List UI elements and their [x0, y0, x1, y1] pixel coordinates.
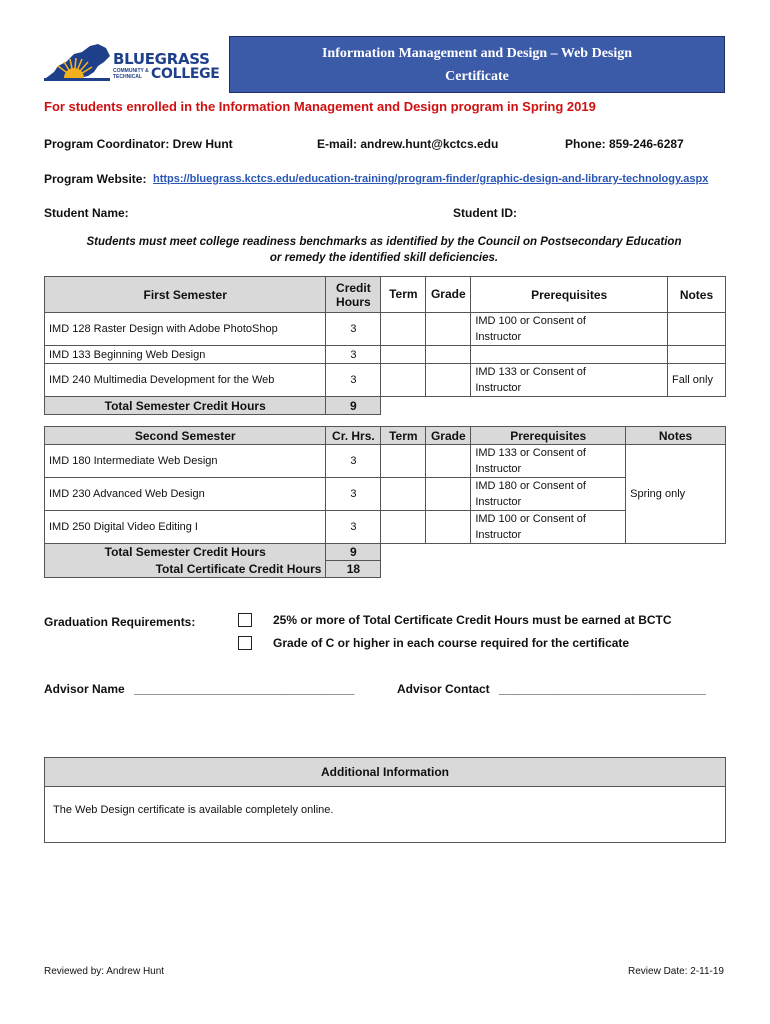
- course-prerequisites: IMD 100 or Consent of Instructor: [471, 313, 668, 346]
- table-header-row: [45, 427, 726, 445]
- table-row: [45, 511, 726, 544]
- course-notes: Fall only: [667, 364, 725, 397]
- total-semester-value: 9: [326, 544, 381, 561]
- total-certificate-value: 18: [326, 561, 381, 578]
- logo-text-community-technical: COMMUNITY & TECHNICAL: [113, 68, 149, 80]
- table-header-row: [45, 277, 726, 313]
- course-credits: 3: [326, 313, 381, 346]
- grade-cell[interactable]: [426, 364, 471, 397]
- title-line-1: Information Management and Design – Web Design: [321, 46, 633, 61]
- course-name: IMD 250 Digital Video Editing I: [45, 511, 326, 544]
- grade-cell[interactable]: [426, 511, 471, 544]
- additional-information-header: Additional Information: [45, 758, 725, 787]
- additional-information-box: [44, 757, 726, 843]
- student-id-label: Student ID:: [453, 206, 517, 220]
- term-cell[interactable]: [381, 313, 426, 346]
- grade-cell[interactable]: [426, 445, 471, 478]
- term-cell[interactable]: [381, 364, 426, 397]
- kentucky-sunburst-icon: [44, 42, 114, 84]
- table-row: [45, 364, 726, 397]
- term-cell[interactable]: [381, 478, 426, 511]
- certificate-total-row: [45, 561, 726, 578]
- grade-cell[interactable]: [426, 313, 471, 346]
- program-coordinator: Program Coordinator: Drew Hunt: [44, 137, 233, 151]
- course-notes: Spring only: [626, 445, 726, 544]
- advisor-contact-field[interactable]: [397, 682, 706, 696]
- requirement-2-checkbox[interactable]: [238, 636, 252, 650]
- coordinator-phone: Phone: 859-246-6287: [565, 137, 684, 151]
- requirement-2-text: Grade of C or higher in each course required for the certificate: [273, 636, 630, 650]
- second-semester-table: [44, 426, 726, 578]
- course-notes: [667, 313, 725, 346]
- table-row: [45, 445, 726, 478]
- total-row: [45, 397, 726, 415]
- advisor-name-label: Advisor Name: [44, 682, 125, 696]
- col-header-notes: Notes: [667, 277, 725, 313]
- readiness-line-2: or remedy the identified skill deficiencies.: [269, 252, 499, 264]
- term-cell[interactable]: [381, 445, 426, 478]
- advisor-name-line: _________________________________: [134, 682, 355, 696]
- course-prerequisites: IMD 180 or Consent of Instructor: [471, 478, 626, 511]
- col-header-credit-hours: Credit Hours: [326, 277, 381, 313]
- course-credits: 3: [326, 478, 381, 511]
- first-semester-table: [44, 276, 726, 415]
- readiness-line-1: Students must meet college readiness benchmarks as identified by the Council on Postsecondary Education: [86, 236, 682, 248]
- col-header-prerequisites: Prerequisites: [471, 277, 668, 313]
- course-name: IMD 133 Beginning Web Design: [45, 346, 326, 364]
- advisor-name-field[interactable]: [44, 682, 354, 696]
- requirement-1-text: 25% or more of Total Certificate Credit Hours must be earned at BCTC: [273, 613, 672, 627]
- col-header-second-semester: Second Semester: [45, 427, 326, 445]
- course-prerequisites: IMD 133 or Consent of Instructor: [471, 364, 668, 397]
- table-row: [45, 478, 726, 511]
- course-credits: 3: [326, 346, 381, 364]
- student-name-label: Student Name:: [44, 206, 129, 220]
- col-header-notes: Notes: [626, 427, 726, 445]
- col-header-grade: Grade: [426, 427, 471, 445]
- title-line-2: Certificate: [445, 69, 509, 84]
- total-semester-label: Total Semester Credit Hours: [45, 397, 326, 415]
- program-website-label: Program Website:: [44, 172, 147, 186]
- table-row: [45, 346, 726, 364]
- total-semester-label: Total Semester Credit Hours: [45, 544, 326, 561]
- col-header-first-semester: First Semester: [45, 277, 326, 313]
- course-credits: 3: [326, 364, 381, 397]
- col-header-credit-hours: Cr. Hrs.: [326, 427, 381, 445]
- col-header-grade: Grade: [426, 277, 471, 313]
- grade-cell[interactable]: [426, 478, 471, 511]
- table-row: [45, 313, 726, 346]
- course-name: IMD 240 Multimedia Development for the Web: [45, 364, 326, 397]
- college-logo: [44, 42, 219, 84]
- course-prerequisites: IMD 100 or Consent of Instructor: [471, 511, 626, 544]
- certificate-title-banner: [229, 36, 725, 93]
- program-website-link[interactable]: https://bluegrass.kctcs.edu/education-training/program-finder/graphic-design-and-library-technology.aspx: [153, 173, 709, 185]
- coordinator-email: E-mail: andrew.hunt@kctcs.edu: [317, 137, 499, 151]
- requirement-1-checkbox[interactable]: [238, 613, 252, 627]
- term-cell[interactable]: [381, 346, 426, 364]
- course-prerequisites: IMD 133 or Consent of Instructor: [471, 445, 626, 478]
- grade-cell[interactable]: [426, 346, 471, 364]
- term-cell[interactable]: [381, 511, 426, 544]
- advisor-contact-line: _______________________________: [499, 682, 706, 696]
- course-prerequisites: [471, 346, 668, 364]
- col-header-prerequisites: Prerequisites: [471, 427, 626, 445]
- col-header-term: Term: [381, 427, 426, 445]
- col-header-term: Term: [381, 277, 426, 313]
- total-certificate-label: Total Certificate Credit Hours: [45, 561, 326, 578]
- advisor-contact-label: Advisor Contact: [397, 682, 490, 696]
- course-notes: [667, 346, 725, 364]
- course-credits: 3: [326, 445, 381, 478]
- course-name: IMD 230 Advanced Web Design: [45, 478, 326, 511]
- review-date: Review Date: 2-11-19: [628, 966, 724, 977]
- total-row: [45, 544, 726, 561]
- readiness-note: [44, 234, 724, 266]
- logo-text-bluegrass: BLUEGRASS: [113, 50, 210, 68]
- reviewed-by: Reviewed by: Andrew Hunt: [44, 966, 165, 977]
- total-semester-value: 9: [326, 397, 381, 415]
- course-name: IMD 128 Raster Design with Adobe PhotoShop: [45, 313, 326, 346]
- course-credits: 3: [326, 511, 381, 544]
- additional-information-body: The Web Design certificate is available completely online.: [53, 804, 334, 816]
- graduation-requirements-label: Graduation Requirements:: [44, 615, 196, 629]
- logo-text-college: COLLEGE: [151, 66, 220, 82]
- enrollment-notice: For students enrolled in the Information Management and Design program in Spring 2019: [44, 99, 596, 114]
- course-name: IMD 180 Intermediate Web Design: [45, 445, 326, 478]
